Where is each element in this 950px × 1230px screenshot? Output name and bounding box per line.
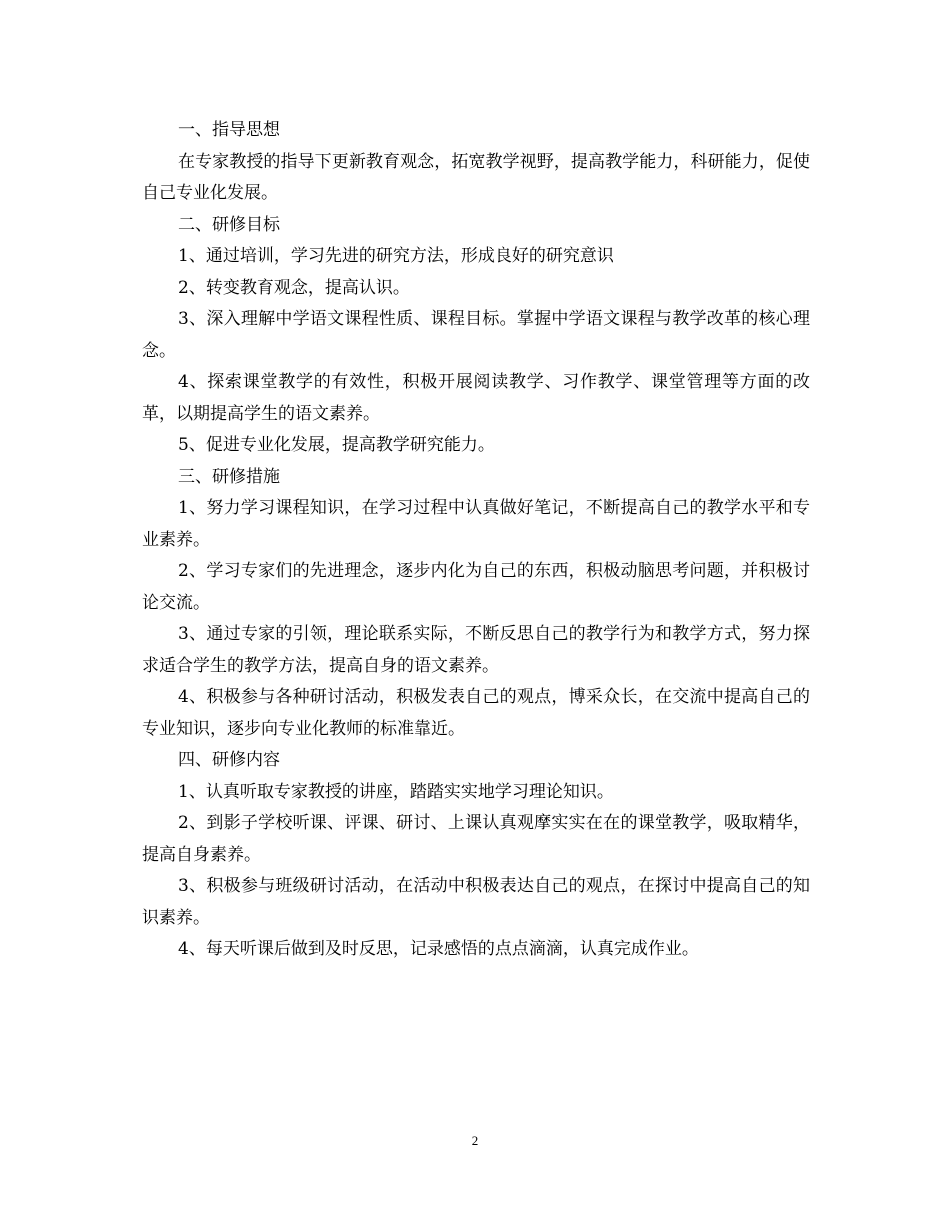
list-item: 4、每天听课后做到及时反思，记录感悟的点点滴滴，认真完成作业。 — [178, 939, 699, 959]
list-item: 1、努力学习课程知识，在学习过程中认真做好笔记，不断提高自己的教学水平和专业素养。 — [142, 498, 810, 550]
list-item: 2、转变教育观念，提高认识。 — [178, 277, 410, 298]
page-number: 2 — [471, 1133, 479, 1148]
list-item: 3、通过专家的引领，理论联系实际，不断反思自己的教学行为和教学方式，努力探求适合学生的教学方法，提高自身的语文素养。 — [142, 624, 810, 676]
section-heading-training-measures: 三、研修措施 — [178, 466, 280, 487]
section-heading-guiding-ideology: 一、指导思想 — [178, 120, 280, 140]
list-item: 2、到影子学校听课、评课、研讨、上课认真观摩实实在在的课堂教学，吸取精华，提高自身素养。 — [142, 813, 810, 865]
list-item: 5、促进专业化发展，提高教学研究能力。 — [178, 435, 495, 455]
list-item: 1、认真听取专家教授的讲座，踏踏实实地学习理论知识。 — [178, 781, 614, 802]
list-item: 4、探索课堂教学的有效性，积极开展阅读教学、习作教学、课堂管理等方面的改革，以期提高学生的语文素养。 — [142, 372, 810, 424]
section-heading-training-content: 四、研修内容 — [178, 750, 280, 770]
list-item: 3、深入理解中学语文课程性质、课程目标。掌握中学语文课程与教学改革的核心理念。 — [142, 309, 810, 361]
section-heading-training-goals: 二、研修目标 — [178, 214, 280, 235]
list-item: 4、积极参与各种研讨活动，积极发表自己的观点，博采众长，在交流中提高自己的专业知识，逐步向专业化教师的标准靠近。 — [142, 687, 810, 739]
list-item: 1、通过培训，学习先进的研究方法，形成良好的研究意识 — [178, 246, 614, 266]
list-item: 3、积极参与班级研讨活动，在活动中积极表达自己的观点，在探讨中提高自己的知识素养。 — [142, 876, 810, 928]
list-item: 2、学习专家们的先进理念，逐步内化为自己的东西，积极动脑思考问题，并积极讨论交流。 — [142, 561, 810, 613]
paragraph: 在专家教授的指导下更新教育观念，拓宽教学视野，提高教学能力，科研能力，促使自己专业化发展。 — [142, 151, 810, 203]
document-body — [142, 115, 810, 966]
